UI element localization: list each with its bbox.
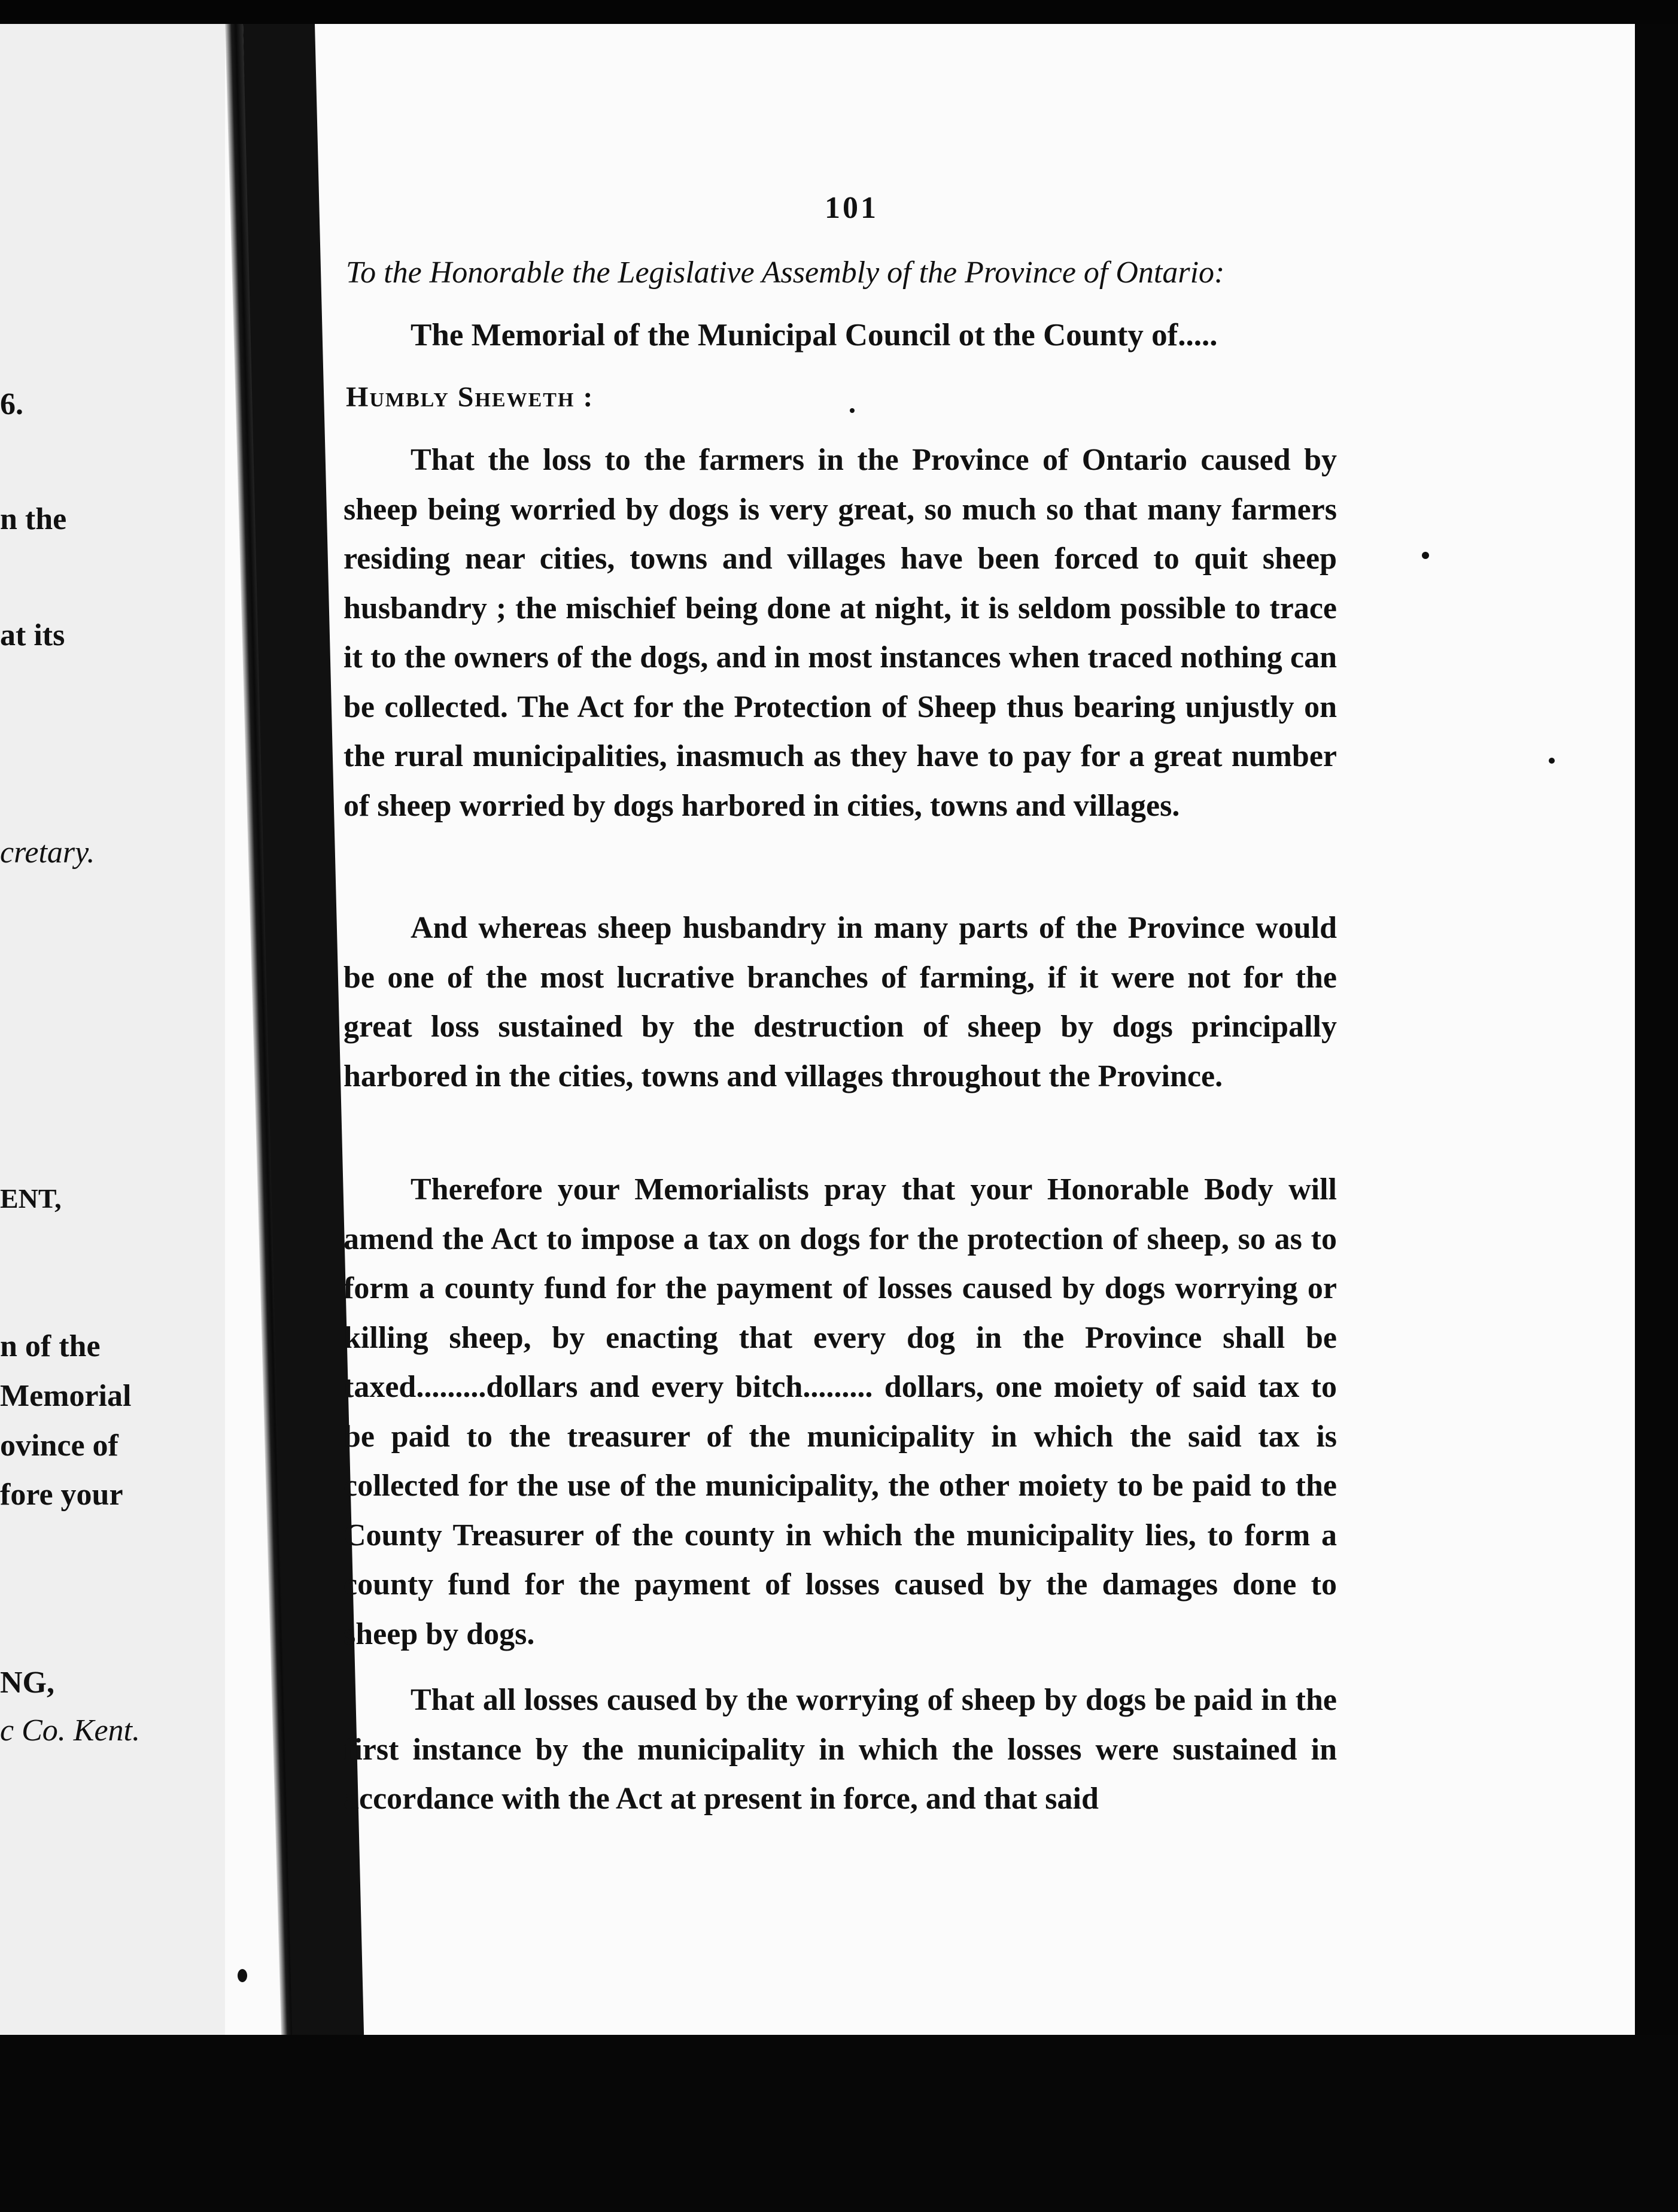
body-paragraph: Therefore your Memorialists pray that your Honorable Body will amend the Act to impose a tax on dogs for the protection of sheep, so as to form a county fund for the payment of losses caused by dogs worrying or killing sheep, by enacting that every dog in the Province shall be taxed.........dollars and every bitch......... dollars, one moiety of said tax to be paid to the treasurer of the municipality in which the said tax is collected for the use of the municipality, the other moiety to be paid to the County Treasurer of the county in which the municipality lies, to form a county fund for the payment of losses caused by the damages done to sheep by dogs. [343, 1172, 1337, 1651]
left-page-fragment: n of the [0, 1329, 101, 1363]
scan-right-border [1635, 24, 1678, 2212]
left-page-fragment: n the [0, 502, 67, 536]
body-paragraph: That all losses caused by the worrying of sheep by dogs be paid in the first instance by the municipality in which the losses were sustained in accordance with the Act at present in force, and that said [343, 1683, 1337, 1816]
left-page-fragment: Memorial [0, 1379, 132, 1413]
left-page-fragment: at its [0, 618, 65, 652]
left-page-fragment: NG, [0, 1666, 54, 1700]
scan-top-border [0, 0, 1678, 24]
address-line: To the Honorable the Legislative Assembly of the Province of Ontario: [346, 256, 1225, 290]
scan-speck [238, 1969, 247, 1982]
scan-bottom-border [0, 2035, 1678, 2212]
scan-speck [850, 408, 855, 413]
left-page-fragment: fore your [0, 1478, 123, 1512]
left-page-fragment: ovince of [0, 1429, 118, 1463]
left-page-fragment: cretary. [0, 835, 95, 870]
body-paragraph: That the loss to the farmers in the Province of Ontario caused by sheep being worried by dogs is very great, so much so that many farmers residing near cities, towns and villages have been forced to quit sheep husbandry ; the mischief being done at night, it is seldom possible to trace it to the owners of the dogs, and in most instances when traced nothing can be collected. The Act for the Protection of Sheep thus bearing unjustly on the rural municipalities, inasmuch as they have to pay for a great number of sheep worried by dogs harbored in cities, towns and villages. [343, 443, 1337, 823]
body-paragraph: And whereas sheep husbandry in many parts of the Province would be one of the most lucrative branches of farming, if it were not for the great loss sustained by the destruction of sheep by dogs principally harbored in the cities, towns and villages throughout the Province. [343, 911, 1337, 1093]
page-number: 101 [825, 191, 878, 225]
memorial-title: The Memorial of the Municipal Council ot the County of..... [411, 318, 1218, 353]
scan-speck [1422, 552, 1429, 559]
salutation: Humbly Sheweth : [346, 381, 594, 413]
left-page-fragment: c Co. Kent. [0, 1713, 140, 1748]
left-page-fragment: ENT, [0, 1183, 62, 1214]
scan-speck [1549, 758, 1555, 764]
left-page-fragment: 6. [0, 387, 23, 421]
